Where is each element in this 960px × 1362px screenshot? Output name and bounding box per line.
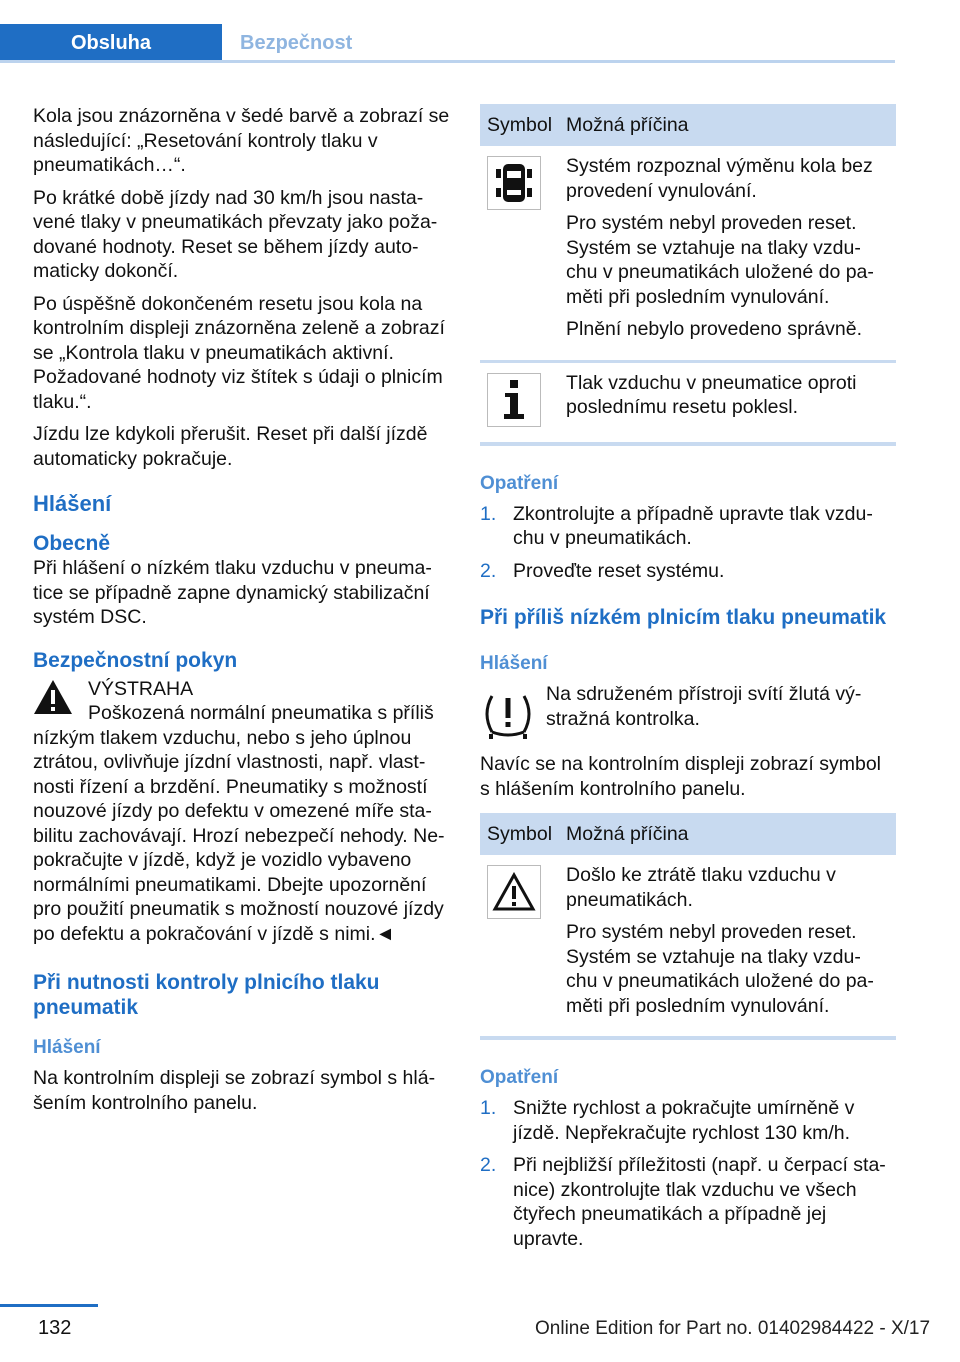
info-icon	[499, 378, 529, 422]
warning-title: VÝSTRAHA	[88, 677, 194, 700]
table-row	[480, 361, 896, 442]
heading-nutnost-kontroly: Při nutnosti kontroly plnicího tlaku pneumatik	[33, 971, 380, 1019]
table-end-rule	[480, 442, 896, 446]
paragraph: Při hlášení o nízkém tlaku vzduchu v pneuma‐tice se případně zapne dynamický stabilizační systém DSC.	[33, 557, 432, 628]
paragraph: Jízdu lze kdykoli přerušit. Reset při další jízdě automaticky pokračuje.	[33, 423, 428, 470]
tab-divider	[0, 60, 895, 63]
table-end-rule	[480, 1036, 896, 1040]
table-header-row	[480, 104, 896, 146]
heading-opatreni-1: Opatření	[480, 472, 559, 494]
cause-text: Tlak vzduchu v pneumatice oproti poslednímu resetu poklesl.	[566, 371, 857, 418]
paragraph: Po krátké době jízdy nad 30 km/h jsou nasta‐vené tlaky v pneumatikách převzaty jako poža‐dované hodnoty. Reset se během jízdy auto‐maticky dokončí.	[33, 186, 438, 282]
heading-hlaseni: Hlášení	[33, 491, 112, 516]
page-number: 132	[38, 1317, 72, 1339]
cause-text: Došlo ke ztrátě tlaku vzduchu v pneumatikách.	[566, 864, 836, 911]
cause-text: Pro systém nebyl proveden reset. Systém se vztahuje na tlaky vzdu‐chu v pneumatikách uložené do pa‐měti při posledním vynulování.	[566, 921, 874, 1017]
tab-bezpecnost[interactable]: Bezpečnost	[240, 32, 353, 54]
tire-pressure-warning-icon	[480, 686, 536, 742]
cause-text: Pro systém nebyl proveden reset. Systém se vztahuje na tlaky vzdu‐chu v pneumatikách uložené do pa‐měti při posledním vynulování.	[566, 212, 874, 308]
heading-opatreni-2: Opatření	[480, 1067, 559, 1088]
col-cause: Možná příčina	[559, 813, 896, 855]
cause-text: Systém rozpoznal výměnu kola bez provedení vynulování.	[566, 155, 873, 202]
footer-rule	[0, 1304, 98, 1307]
heading-obecne: Obecně	[33, 532, 111, 555]
warning-block	[33, 677, 451, 947]
steps-list-2	[480, 1096, 896, 1251]
list-item: 1. Zkontrolujte a případně upravte tlak vzdu‐chu v pneumatikách.	[480, 502, 873, 549]
heading-hlaseni-3: Hlášení	[480, 653, 548, 674]
right-column	[480, 104, 896, 1259]
paragraph: Kola jsou znázorněna v šedé barvě a zobrazí se následující: „Resetování kontroly tlaku v pneumatikách…“.	[33, 105, 450, 176]
left-column	[33, 104, 451, 1123]
heading-bezpecnostni-pokyn: Bezpečnostní pokyn	[33, 648, 238, 672]
section-tabs	[0, 24, 353, 62]
paragraph: Na kontrolním displeji se zobrazí symbol s hlá‐šením kontrolního panelu.	[33, 1067, 436, 1114]
col-symbol: Symbol	[480, 104, 559, 146]
col-cause: Možná příčina	[559, 104, 896, 146]
heading-hlaseni-sub: Hlášení	[33, 1037, 101, 1058]
message-row	[480, 682, 896, 742]
table-header-row	[480, 813, 896, 855]
list-item: 1. Snižte rychlost a pokračujte umírněně v jízdě. Nepřekračujte rychlost 130 km/h.	[480, 1097, 855, 1144]
cause-text: Plnění nebylo provedeno správně.	[566, 318, 862, 340]
list-item: 2. Při nejbližší příležitosti (např. u čerpací sta‐nice) zkontrolujte tlak vzduchu ve všech čtyřech pneumatikách a případně jej upravte.	[480, 1154, 886, 1250]
symbol-table-2	[480, 813, 896, 1036]
paragraph: Navíc se na kontrolním displeji zobrazí symbol s hlášením kontrolního panelu.	[480, 753, 881, 800]
warning-body: Poškozená normální pneumatika s příliš nízkým tlakem vzduchu, nebo s jeho úplnou ztrátou, ovlivňuje jízdní vlastnosti, např. vlast‐nosti řízení a brzdění. Pneumatiky s možností nouzové jízdy po defektu v omezené míře sta‐bilitu zachovávají. Hrozí nebezpečí nehody. Ne‐pokračujte v jízdě, když je vozidlo vybaveno normálními pneumatikami. Dbejte upozornění pro použití pneumatik s možností nouzové jízdy po defektu a pokračování v jízdě s nimi.◄	[33, 702, 445, 945]
col-symbol: Symbol	[480, 813, 559, 855]
paragraph: Po úspěšně dokončeném resetu jsou kola na kontrolním displeji znázorněna zeleně a zobrazí se „Kontrola tlaku v pneumatikách aktivní. Požadované hodnoty viz štítek s údaji o plnicím tlaku.“.	[33, 292, 445, 413]
car-top-view-icon	[494, 161, 534, 205]
warning-triangle-icon	[492, 872, 536, 912]
message-text: Na sdruženém přístroji svítí žlutá vý‐stražná kontrolka.	[546, 683, 862, 730]
list-item: 2. Proveďte reset systému.	[480, 559, 725, 582]
steps-list-1	[480, 502, 896, 584]
table-row	[480, 855, 896, 1036]
symbol-table-1	[480, 104, 896, 442]
edition-note: Online Edition for Part no. 01402984422 - X/17	[535, 1318, 931, 1339]
table-row	[480, 146, 896, 361]
tab-obsluha[interactable]: Obsluha	[0, 24, 222, 62]
warning-triangle-icon	[33, 679, 73, 715]
heading-nizky-tlak: Při příliš nízkém plnicím tlaku pneumatik	[480, 606, 887, 629]
